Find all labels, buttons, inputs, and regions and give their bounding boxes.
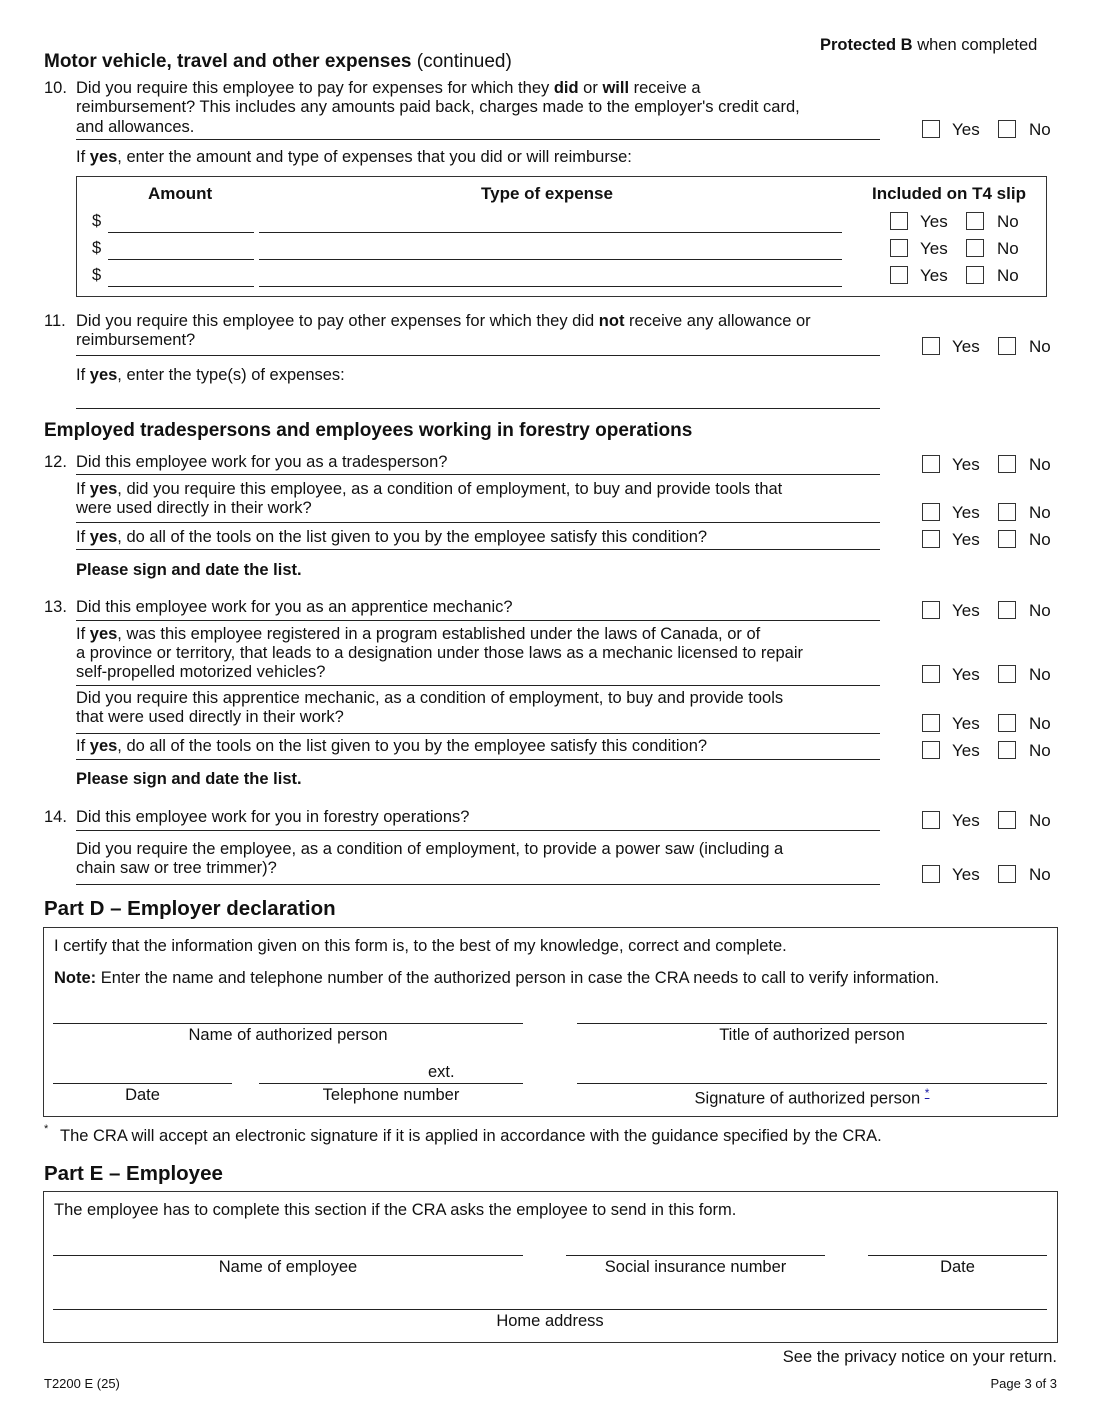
part-d-certify: I certify that the information given on this form is, to the best of my knowledge, correct and complete. xyxy=(54,937,787,955)
q14-sub1-line2: chain saw or tree trimmer)? xyxy=(76,859,277,877)
row2-yes-checkbox[interactable] xyxy=(890,239,908,257)
row2-type-field[interactable] xyxy=(259,259,842,260)
q10-number: 10. xyxy=(44,79,67,97)
q12-sub2-no-checkbox[interactable] xyxy=(998,530,1016,548)
row3-type-field[interactable] xyxy=(259,286,842,287)
q12-number: 12. xyxy=(44,453,67,471)
q13-sub1-no-checkbox[interactable] xyxy=(998,665,1016,683)
q12-sub2-yes-label: Yes xyxy=(952,530,980,549)
signature-footnote-link[interactable]: * xyxy=(924,1086,930,1100)
q12-sub2-underline xyxy=(76,549,880,550)
row1-no-label: No xyxy=(997,212,1019,231)
q14-text: Did this employee work for you in forestry operations? xyxy=(76,808,470,826)
q11-no-checkbox[interactable] xyxy=(998,337,1016,355)
telephone-label: Telephone number xyxy=(322,1086,460,1104)
telephone-field[interactable] xyxy=(259,1083,523,1084)
q13-sub3-yes-checkbox[interactable] xyxy=(922,741,940,759)
q12-no-label: No xyxy=(1029,455,1051,474)
q13-sub3-no-label: No xyxy=(1029,741,1051,760)
q13-yes-checkbox[interactable] xyxy=(922,601,940,619)
q10-text-line2: reimbursement? This includes any amounts paid back, charges made to the employer's credit card, xyxy=(76,98,800,116)
q13-sub1-underline xyxy=(76,685,880,686)
q13-sub2-yes-checkbox[interactable] xyxy=(922,714,940,732)
q12-yes-checkbox[interactable] xyxy=(922,455,940,473)
q11-number: 11. xyxy=(44,312,66,330)
employee-name-label: Name of employee xyxy=(218,1258,358,1276)
q14-sub1-no-label: No xyxy=(1029,865,1051,884)
q14-no-label: No xyxy=(1029,811,1051,830)
employee-date-field[interactable] xyxy=(868,1255,1047,1256)
q13-text: Did this employee work for you as an apprentice mechanic? xyxy=(76,598,513,616)
q11-expenses-field[interactable] xyxy=(76,408,880,409)
authorized-title-field[interactable] xyxy=(577,1023,1047,1024)
q13-sub2-text: Did you require this apprentice mechanic, as a condition of employment, to buy and provide tools xyxy=(76,689,784,707)
q12-no-checkbox[interactable] xyxy=(998,455,1016,473)
sin-label: Social insurance number xyxy=(604,1258,787,1276)
q10-text-line3: and allowances. xyxy=(76,118,195,136)
q14-yes-checkbox[interactable] xyxy=(922,811,940,829)
q12-underline xyxy=(76,474,880,475)
q13-sub2-yes-label: Yes xyxy=(952,714,980,733)
part-d-note: Note: Enter the name and telephone number of the authorized person in case the CRA needs to call to verify information. xyxy=(54,969,940,987)
protected-b-notice: Protected B when completed xyxy=(820,36,1038,54)
row1-dollar: $ xyxy=(92,212,102,230)
q10-no-label: No xyxy=(1029,120,1051,139)
employee-date-label: Date xyxy=(940,1258,975,1276)
q13-sub2-underline xyxy=(76,733,880,734)
row2-dollar: $ xyxy=(92,239,102,257)
q12-text: Did this employee work for you as a tradesperson? xyxy=(76,453,448,471)
row1-no-checkbox[interactable] xyxy=(966,212,984,230)
q13-sub2-line2: that were used directly in their work? xyxy=(76,708,344,726)
q14-sub1-yes-label: Yes xyxy=(952,865,980,884)
q13-sub3-underline xyxy=(76,759,880,760)
row2-yes-label: Yes xyxy=(920,239,948,258)
q13-number: 13. xyxy=(44,598,67,616)
q14-sub1-text: Did you require the employee, as a condition of employment, to provide a power saw (including a xyxy=(76,840,784,858)
q12-sub1-no-checkbox[interactable] xyxy=(998,503,1016,521)
q10-underline xyxy=(76,139,880,140)
q12-sub2-yes-checkbox[interactable] xyxy=(922,530,940,548)
q12-sign-note: Please sign and date the list. xyxy=(76,561,302,579)
row3-dollar: $ xyxy=(92,266,102,284)
part-e-title: Part E – Employee xyxy=(44,1162,223,1185)
q13-sub1-yes-checkbox[interactable] xyxy=(922,665,940,683)
q13-sub1-no-label: No xyxy=(1029,665,1051,684)
q12-sub2-text: If yes, do all of the tools on the list given to you by the employee satisfy this condition? xyxy=(76,528,708,546)
signature-field[interactable] xyxy=(577,1083,1047,1084)
home-address-field[interactable] xyxy=(53,1309,1047,1310)
authorized-title-label: Title of authorized person xyxy=(719,1026,905,1044)
q13-sub1-yes-label: Yes xyxy=(952,665,980,684)
q12-yes-label: Yes xyxy=(952,455,980,474)
q13-sub3-yes-label: Yes xyxy=(952,741,980,760)
q12-sub1-line2: were used directly in their work? xyxy=(76,499,312,517)
q13-sub3-no-checkbox[interactable] xyxy=(998,741,1016,759)
row1-type-field[interactable] xyxy=(259,232,842,233)
q10-yes-label: Yes xyxy=(952,120,980,139)
authorized-name-label: Name of authorized person xyxy=(188,1026,388,1044)
q14-no-checkbox[interactable] xyxy=(998,811,1016,829)
row2-amount-field[interactable] xyxy=(108,259,254,260)
q13-yes-label: Yes xyxy=(952,601,980,620)
q13-no-label: No xyxy=(1029,601,1051,620)
q12-sub1-text: If yes, did you require this employee, as a condition of employment, to buy and provide tools that xyxy=(76,480,783,498)
q13-sub2-no-checkbox[interactable] xyxy=(998,714,1016,732)
q10-ifyes: If yes, enter the amount and type of expenses that you did or will reimburse: xyxy=(76,148,632,166)
q14-number: 14. xyxy=(44,808,67,826)
q13-sub2-no-label: No xyxy=(1029,714,1051,733)
q10-no-checkbox[interactable] xyxy=(998,120,1016,138)
q12-sub1-underline xyxy=(76,522,880,523)
row1-amount-field[interactable] xyxy=(108,232,254,233)
q12-sub1-yes-label: Yes xyxy=(952,503,980,522)
section-title: Motor vehicle, travel and other expenses (continued) xyxy=(44,51,512,72)
q12-sub1-yes-checkbox[interactable] xyxy=(922,503,940,521)
part-e-intro: The employee has to complete this section if the CRA asks the employee to send in this form. xyxy=(54,1201,737,1219)
col-type-header: Type of expense xyxy=(481,184,613,203)
q11-text: Did you require this employee to pay other expenses for which they did not receive any allowance or xyxy=(76,312,811,330)
row3-no-checkbox[interactable] xyxy=(966,266,984,284)
page-number: Page 3 of 3 xyxy=(990,1376,1057,1391)
q13-sub1-line2: a province or territory, that leads to a designation under those laws as a mechanic licensed to repair xyxy=(76,644,804,662)
col-amount-header: Amount xyxy=(148,184,213,203)
row3-yes-checkbox[interactable] xyxy=(890,266,908,284)
home-address-label: Home address xyxy=(496,1312,604,1330)
part-d-title: Part D – Employer declaration xyxy=(44,897,336,920)
q13-sign-note: Please sign and date the list. xyxy=(76,770,302,788)
date-field[interactable] xyxy=(53,1083,232,1084)
q14-sub1-underline xyxy=(76,884,880,885)
authorized-name-field[interactable] xyxy=(53,1023,523,1024)
privacy-notice: See the privacy notice on your return. xyxy=(782,1348,1057,1366)
signature-label: Signature of authorized person * xyxy=(694,1086,930,1108)
row3-yes-label: Yes xyxy=(920,266,948,285)
q14-sub1-no-checkbox[interactable] xyxy=(998,865,1016,883)
q11-no-label: No xyxy=(1029,337,1051,356)
row2-no-checkbox[interactable] xyxy=(966,239,984,257)
q14-underline xyxy=(76,830,880,831)
employee-name-field[interactable] xyxy=(53,1255,523,1256)
q14-sub1-yes-checkbox[interactable] xyxy=(922,865,940,883)
q10-yes-checkbox[interactable] xyxy=(922,120,940,138)
q11-ifyes: If yes, enter the type(s) of expenses: xyxy=(76,366,345,384)
q13-sub1-text: If yes, was this employee registered in a program established under the laws of Canada, or of xyxy=(76,625,761,643)
tradespersons-section-title: Employed tradespersons and employees working in forestry operations xyxy=(44,420,693,441)
footnote-marker: * xyxy=(44,1123,49,1135)
q11-underline xyxy=(76,355,880,356)
q11-yes-checkbox[interactable] xyxy=(922,337,940,355)
q14-yes-label: Yes xyxy=(952,811,980,830)
date-label: Date xyxy=(125,1086,160,1104)
sin-field[interactable] xyxy=(566,1255,825,1256)
q13-sub1-line3: self-propelled motorized vehicles? xyxy=(76,663,326,681)
col-t4-header: Included on T4 slip xyxy=(872,184,1026,203)
q13-no-checkbox[interactable] xyxy=(998,601,1016,619)
row3-amount-field[interactable] xyxy=(108,286,254,287)
row3-no-label: No xyxy=(997,266,1019,285)
q12-sub2-no-label: No xyxy=(1029,530,1051,549)
ext-label: ext. xyxy=(428,1063,455,1081)
q10-text: Did you require this employee to pay for expenses for which they did or will receive a xyxy=(76,79,701,97)
q11-yes-label: Yes xyxy=(952,337,980,356)
q11-text-line2: reimbursement? xyxy=(76,331,196,349)
row1-yes-checkbox[interactable] xyxy=(890,212,908,230)
footnote-text: The CRA will accept an electronic signature if it is applied in accordance with the guidance specified by the CRA. xyxy=(60,1127,882,1145)
row1-yes-label: Yes xyxy=(920,212,948,231)
q12-sub1-no-label: No xyxy=(1029,503,1051,522)
q13-sub3-text: If yes, do all of the tools on the list given to you by the employee satisfy this condition? xyxy=(76,737,708,755)
row2-no-label: No xyxy=(997,239,1019,258)
q13-underline xyxy=(76,620,880,621)
form-id: T2200 E (25) xyxy=(44,1376,120,1391)
